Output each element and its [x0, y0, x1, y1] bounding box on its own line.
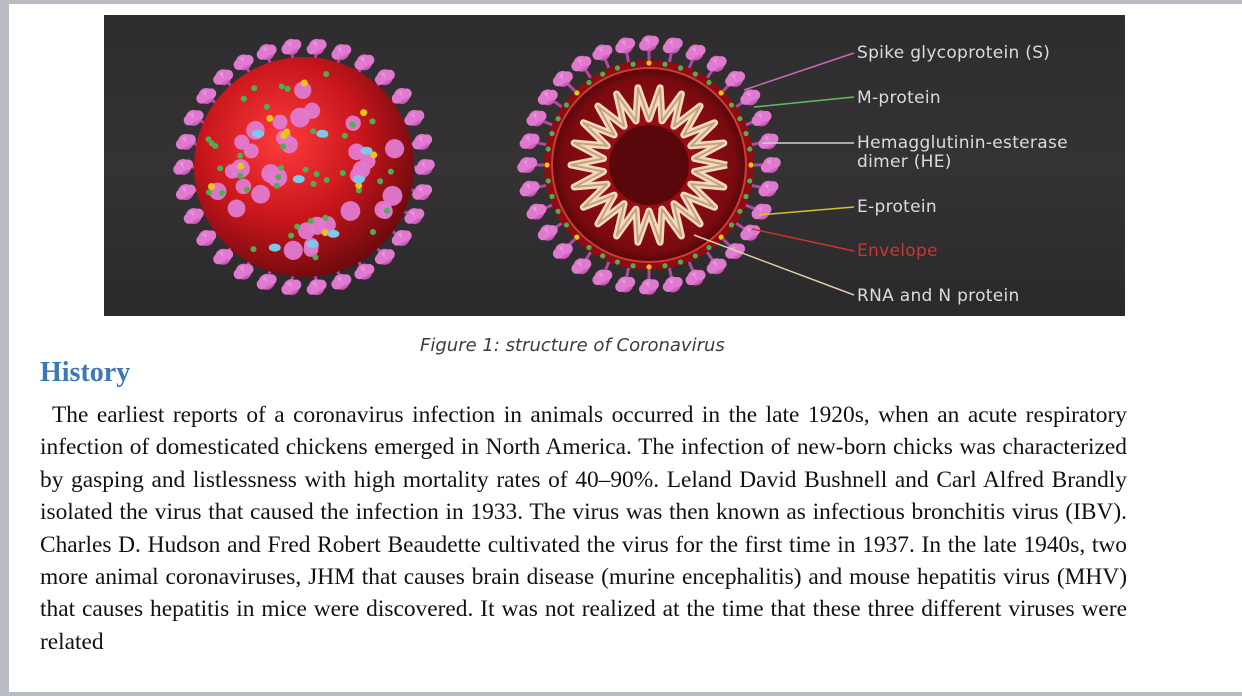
- spike-lobe: [526, 116, 536, 126]
- spike-lobe: [735, 71, 745, 81]
- m-protein-dot: [279, 83, 285, 89]
- spike-lobe: [707, 61, 717, 71]
- spike-lobe: [672, 277, 682, 287]
- spike-lobe: [307, 44, 317, 54]
- spike-lobe: [401, 230, 411, 240]
- spike-lobe: [672, 38, 682, 48]
- spike-lobe: [752, 209, 762, 219]
- spike-lobe: [538, 95, 548, 105]
- spike-lobe: [364, 55, 374, 65]
- spike-lobe: [615, 43, 625, 53]
- spike-lobe: [581, 56, 591, 66]
- membrane-protein: [586, 80, 591, 85]
- spike-lobe: [536, 111, 546, 121]
- surface-spike: [284, 241, 303, 260]
- membrane-protein: [564, 102, 569, 107]
- spike-lobe: [331, 49, 341, 59]
- spike-lobe: [761, 111, 771, 121]
- he-dimer-dot: [252, 130, 264, 138]
- membrane-protein: [747, 178, 752, 183]
- spike-lobe: [663, 282, 673, 292]
- spike-lobe: [291, 280, 301, 290]
- spike-lobe: [316, 280, 326, 290]
- section-heading: History: [40, 357, 131, 388]
- spike-lobe: [695, 45, 705, 55]
- spike-lobe: [562, 244, 572, 254]
- m-protein-dot: [280, 143, 286, 149]
- surface-spike: [273, 115, 288, 130]
- spike-lobe: [639, 40, 649, 50]
- envelope-pointer: [752, 229, 854, 251]
- m-protein-dot: [313, 254, 319, 260]
- membrane-protein: [549, 194, 554, 199]
- m-protein-dot: [294, 224, 300, 230]
- surface-spike: [290, 108, 310, 128]
- membrane-protein: [706, 80, 711, 85]
- spike-lobe: [223, 249, 233, 259]
- m-protein-dot: [322, 215, 328, 221]
- membrane-protein: [729, 222, 734, 227]
- he-dimer-dot: [327, 230, 339, 238]
- he-dimer-dot: [269, 244, 281, 252]
- e-protein-dot: [208, 183, 215, 190]
- membrane-protein: [748, 162, 753, 167]
- membrane-protein: [693, 72, 698, 77]
- m-protein-dot: [278, 165, 284, 171]
- surface-spike: [261, 164, 280, 183]
- spike-lobe: [243, 264, 253, 274]
- spike-lobe: [725, 76, 735, 86]
- spike-lobe: [281, 284, 291, 294]
- spike-lobe: [740, 95, 750, 105]
- membrane-protein: [630, 62, 635, 67]
- spike-lobe: [639, 284, 649, 294]
- core-center: [609, 125, 689, 205]
- surface-spike: [244, 143, 259, 158]
- spike-lobe: [424, 159, 434, 169]
- m-protein-dot: [370, 229, 376, 235]
- surface-spike: [228, 200, 246, 218]
- spike-lobe: [625, 38, 635, 48]
- membrane-protein: [729, 102, 734, 107]
- membrane-protein: [743, 194, 748, 199]
- membrane-protein: [564, 222, 569, 227]
- spike-lobe: [526, 209, 536, 219]
- spike-lobe: [184, 213, 194, 223]
- spike-lobe: [257, 49, 267, 59]
- membrane-protein: [678, 259, 683, 264]
- m-protein-dot: [219, 190, 225, 196]
- membrane-protein: [546, 146, 551, 151]
- e-protein-dot: [283, 129, 290, 136]
- spike-lobe: [176, 139, 186, 149]
- rna-n-protein-label: RNA and N protein: [857, 286, 1020, 306]
- membrane-protein: [719, 90, 724, 95]
- spike-lobe: [213, 254, 223, 264]
- spike-lobe: [663, 43, 673, 53]
- m-protein-dot: [241, 96, 247, 102]
- spike-lobe: [520, 138, 530, 148]
- spike-pointer: [744, 53, 854, 90]
- spike-lobe: [758, 186, 768, 196]
- surface-spike: [341, 201, 361, 221]
- spike-lobe: [266, 274, 276, 284]
- spike-lobe: [401, 88, 411, 98]
- spike-lobe: [196, 235, 206, 245]
- e-protein-dot: [360, 109, 367, 116]
- membrane-protein: [646, 60, 651, 65]
- surface-spike: [385, 139, 404, 158]
- spike-lobe: [592, 50, 602, 60]
- m-protein-dot: [342, 133, 348, 139]
- he-dimer-dot: [306, 240, 318, 248]
- spike-lobe: [404, 213, 414, 223]
- spike-lobe: [354, 60, 364, 70]
- spike-lobe: [185, 134, 195, 144]
- spike-lobe: [547, 225, 557, 235]
- m-protein-dot: [285, 86, 291, 92]
- membrane-protein: [737, 116, 742, 121]
- spike-lobe: [716, 56, 726, 66]
- m-protein-dot: [275, 174, 281, 180]
- spike-lobe: [176, 189, 186, 199]
- spike-lobe: [695, 270, 705, 280]
- hemagglutinin-esterase-label-line2: dimer (HE): [857, 152, 952, 172]
- spike-lobe: [750, 90, 760, 100]
- m-protein-dot: [370, 118, 376, 124]
- membrane-protein: [546, 178, 551, 183]
- spike-lobe: [392, 235, 402, 245]
- membrane-protein: [549, 131, 554, 136]
- m-protein-dot: [217, 165, 223, 171]
- m-protein-dot: [244, 187, 250, 193]
- spike-lobe: [414, 110, 424, 120]
- spike-lobe: [234, 269, 244, 279]
- spike-lobe: [615, 282, 625, 292]
- spike-lobe: [768, 181, 778, 191]
- spike-lobe: [527, 157, 537, 167]
- spike-lobe: [223, 70, 233, 80]
- spike-lobe: [234, 60, 244, 70]
- history-paragraph: The earliest reports of a coronavirus infection in animals occurred in the late 1920s, when an acute respiratory infection of domesticated chickens emerged in North America. The infection of new-born chicks was characterized by gasping and listlessness with high mortality rates of 40–90%. Leland David Bushnell and Carl Alfred Brandly isolated the virus that caused the infection in 1933. The virus was then known as infectious bronchitis virus (IBV). Charles D. Hudson and Fred Robert Beaudette cultivated the virus for the first time in 1937. In the late 1940s, two more animal coronaviruses, JHM that causes brain disease (murine encephalitis) and mouse hepatitis virus (MHV) that causes hepatitis in mice were discovered. It was not realized at the time that these three different viruses were related: [40, 402, 1127, 655]
- m-protein-dot: [308, 218, 314, 224]
- he-dimer-dot: [360, 147, 372, 155]
- m-protein-dot: [237, 173, 243, 179]
- he-dimer-dot: [293, 175, 305, 183]
- membrane-protein: [600, 72, 605, 77]
- spike-lobe: [412, 189, 422, 199]
- membrane-protein: [706, 245, 711, 250]
- m-protein-dot: [377, 178, 383, 184]
- he-dimer-dot: [353, 175, 365, 183]
- surface-spike: [251, 185, 270, 204]
- membrane-protein: [646, 264, 651, 269]
- spike-lobe: [375, 254, 385, 264]
- hemagglutinin-esterase-label-line1: Hemagglutinin-esterase: [857, 133, 1068, 153]
- spike-lobe: [384, 70, 394, 80]
- spike-lobe: [291, 39, 301, 49]
- spike-lobe: [571, 263, 581, 273]
- spike-lobe: [341, 45, 351, 55]
- spike-lobe: [375, 74, 385, 84]
- membrane-protein: [615, 259, 620, 264]
- e-protein-pointer: [759, 207, 854, 215]
- spike-lobe: [538, 230, 548, 240]
- membrane-protein: [662, 263, 667, 268]
- spike-lobe: [517, 162, 527, 172]
- spike-lobe: [384, 249, 394, 259]
- spike-lobe: [392, 93, 402, 103]
- m-protein-dot: [205, 136, 211, 142]
- spike-lobe: [571, 61, 581, 71]
- m-protein-pointer: [754, 97, 854, 107]
- membrane-protein: [747, 146, 752, 151]
- e-protein-dot: [301, 79, 308, 86]
- m-protein-dot: [323, 71, 329, 77]
- e-protein-dot: [266, 115, 273, 122]
- m-protein-dot: [350, 122, 356, 128]
- surface-spike: [383, 186, 403, 206]
- membrane-protein: [556, 116, 561, 121]
- spike-lobe: [686, 50, 696, 60]
- spike-lobe: [529, 181, 539, 191]
- m-protein-label: M-protein: [857, 88, 941, 108]
- spike-lobe: [422, 185, 432, 195]
- spike-lobe: [649, 36, 659, 46]
- spike-lobe: [414, 209, 424, 219]
- m-protein-dot: [314, 171, 320, 177]
- m-protein-dot: [288, 233, 294, 239]
- spike-lobe: [415, 164, 425, 174]
- spike-lobe: [257, 279, 267, 289]
- spike-lobe: [761, 204, 771, 214]
- spike-lobe: [316, 39, 326, 49]
- membrane-protein: [615, 65, 620, 70]
- membrane-protein: [544, 162, 549, 167]
- m-protein-dot: [388, 169, 394, 175]
- spike-lobe: [193, 209, 203, 219]
- spike-lobe: [752, 116, 762, 126]
- m-protein-dot: [206, 189, 212, 195]
- membrane-protein: [693, 253, 698, 258]
- membrane-protein: [556, 209, 561, 214]
- spike-lobe: [354, 269, 364, 279]
- spike-lobe: [592, 275, 602, 285]
- spike-lobe: [422, 134, 432, 144]
- spike-lobe: [770, 157, 780, 167]
- spike-lobe: [196, 93, 206, 103]
- m-protein-dot: [264, 104, 270, 110]
- m-protein-dot: [310, 128, 316, 134]
- spike-lobe: [243, 55, 253, 65]
- document-page: [9, 4, 1242, 692]
- spike-lobe: [716, 259, 726, 269]
- spike-lobe: [184, 115, 194, 125]
- e-protein-label: E-protein: [857, 197, 938, 217]
- membrane-protein: [574, 90, 579, 95]
- spike-lobe: [183, 159, 193, 169]
- e-protein-dot: [237, 163, 244, 170]
- spike-lobe: [625, 277, 635, 287]
- spike-lobe: [520, 186, 530, 196]
- spike-lobe: [529, 134, 539, 144]
- spike-lobe: [412, 139, 422, 149]
- spike-lobe: [581, 259, 591, 269]
- he-dimer-dot: [316, 130, 328, 138]
- m-protein-dot: [340, 170, 346, 176]
- spike-lobe: [602, 45, 612, 55]
- membrane-protein: [737, 209, 742, 214]
- m-protein-dot: [251, 85, 257, 91]
- spike-lobe: [307, 284, 317, 294]
- spike-lobe: [649, 279, 659, 289]
- m-protein-dot: [384, 208, 390, 214]
- spike-lobe: [331, 279, 341, 289]
- spike-lobe: [686, 275, 696, 285]
- envelope-label: Envelope: [857, 241, 938, 261]
- whole-virus-particle: [173, 39, 435, 295]
- spike-lobe: [206, 88, 216, 98]
- spike-lobe: [404, 115, 414, 125]
- spike-glycoprotein-label: Spike glycoprotein (S): [857, 43, 1051, 63]
- spike-lobe: [553, 248, 563, 258]
- spike-lobe: [364, 264, 374, 274]
- spike-lobe: [206, 230, 216, 240]
- m-protein-dot: [310, 181, 316, 187]
- m-protein-dot: [324, 177, 330, 183]
- membrane-protein: [574, 235, 579, 240]
- spike-lobe: [602, 270, 612, 280]
- membrane-protein: [743, 131, 748, 136]
- spike-lobe: [740, 230, 750, 240]
- spike-lobe: [536, 204, 546, 214]
- spike-lobe: [553, 76, 563, 86]
- m-protein-dot: [237, 153, 243, 159]
- coronavirus-structure-figure: [104, 15, 1125, 316]
- spike-lobe: [185, 185, 195, 195]
- membrane-protein: [586, 245, 591, 250]
- spike-lobe: [341, 274, 351, 284]
- spike-lobe: [266, 45, 276, 55]
- m-protein-dot: [303, 167, 309, 173]
- spike-lobe: [547, 90, 557, 100]
- membrane-protein: [600, 253, 605, 258]
- spike-lobe: [193, 110, 203, 120]
- figure-caption: Figure 1: structure of Coronavirus: [420, 335, 725, 356]
- membrane-protein: [678, 65, 683, 70]
- spike-lobe: [707, 263, 717, 273]
- m-protein-dot: [274, 183, 280, 189]
- m-protein-dot: [250, 246, 256, 252]
- membrane-protein: [662, 62, 667, 67]
- spike-lobe: [281, 44, 291, 54]
- surface-spike: [353, 161, 371, 179]
- virus-cross-section: [517, 35, 781, 295]
- spike-lobe: [213, 74, 223, 84]
- membrane-protein: [630, 263, 635, 268]
- spike-lobe: [761, 162, 771, 172]
- membrane-protein: [719, 235, 724, 240]
- spike-lobe: [173, 164, 183, 174]
- spike-lobe: [562, 71, 572, 81]
